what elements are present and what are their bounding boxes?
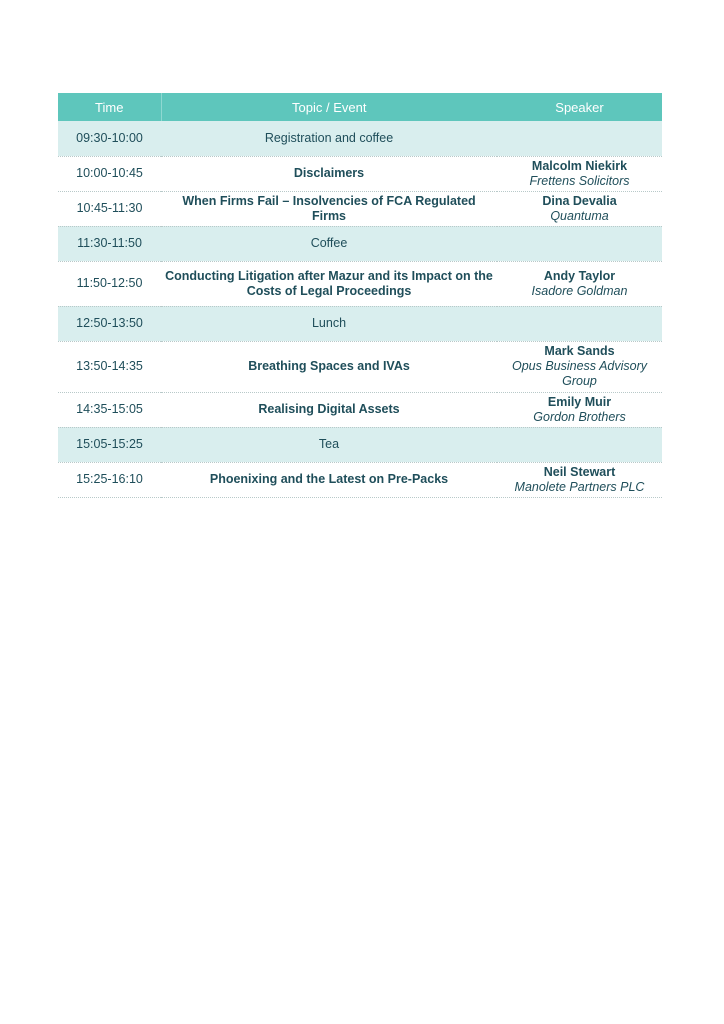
speaker-name: Andy Taylor [543,268,616,283]
speaker-cell [497,392,662,427]
speaker-cell [497,226,662,261]
header-time: Time [58,93,161,121]
speaker-name: Emily Muir [547,394,612,409]
time-cell: 14:35-15:05 [58,392,161,427]
speaker-cell [497,121,662,156]
speaker-cell [497,156,662,191]
agenda-table [58,93,662,498]
topic-cell: Registration and coffee [161,121,497,156]
table-row [58,341,662,392]
speaker-cell [497,462,662,497]
time-cell: 15:05-15:25 [58,427,161,462]
header-speaker: Speaker [497,93,662,121]
time-cell: 11:50-12:50 [58,261,161,306]
time-cell: 13:50-14:35 [58,341,161,392]
speaker-organisation: Isadore Goldman [531,283,628,298]
topic-cell: Breathing Spaces and IVAs [161,341,497,392]
time-cell: 15:25-16:10 [58,462,161,497]
table-row [58,191,662,226]
header-topic: Topic / Event [161,93,497,121]
topic-cell: Disclaimers [161,156,497,191]
topic-cell: Lunch [161,306,497,341]
speaker-cell [497,427,662,462]
table-row [58,427,662,462]
speaker-organisation: Gordon Brothers [533,409,626,424]
time-cell: 10:00-10:45 [58,156,161,191]
speaker-cell [497,306,662,341]
table-row [58,261,662,306]
speaker-organisation: Opus Business Advisory Group [511,359,647,388]
time-cell: 10:45-11:30 [58,191,161,226]
topic-cell: Tea [161,427,497,462]
topic-cell: When Firms Fail – Insolvencies of FCA Regulated Firms [161,191,497,226]
topic-cell: Coffee [161,226,497,261]
speaker-organisation: Quantuma [550,208,609,223]
time-cell: 09:30-10:00 [58,121,161,156]
table-row [58,462,662,497]
table-row [58,226,662,261]
table-row [58,156,662,191]
time-cell: 12:50-13:50 [58,306,161,341]
topic-cell: Realising Digital Assets [161,392,497,427]
speaker-name: Neil Stewart [543,464,616,479]
table-row [58,392,662,427]
speaker-name: Mark Sands [544,344,615,358]
topic-cell: Conducting Litigation after Mazur and its Impact on the Costs of Legal Proceedings [161,261,497,306]
speaker-cell [497,191,662,226]
time-cell: 11:30-11:50 [58,226,161,261]
table-row [58,306,662,341]
table-row [58,121,662,156]
speaker-cell [497,341,662,392]
speaker-cell [497,261,662,306]
speaker-name: Dina Devalia [542,193,617,208]
speaker-name: Malcolm Niekirk [531,158,628,173]
speaker-organisation: Frettens Solicitors [529,173,630,188]
speaker-organisation: Manolete Partners PLC [514,479,645,494]
topic-cell: Phoenixing and the Latest on Pre-Packs [161,462,497,497]
header-row [58,93,662,121]
